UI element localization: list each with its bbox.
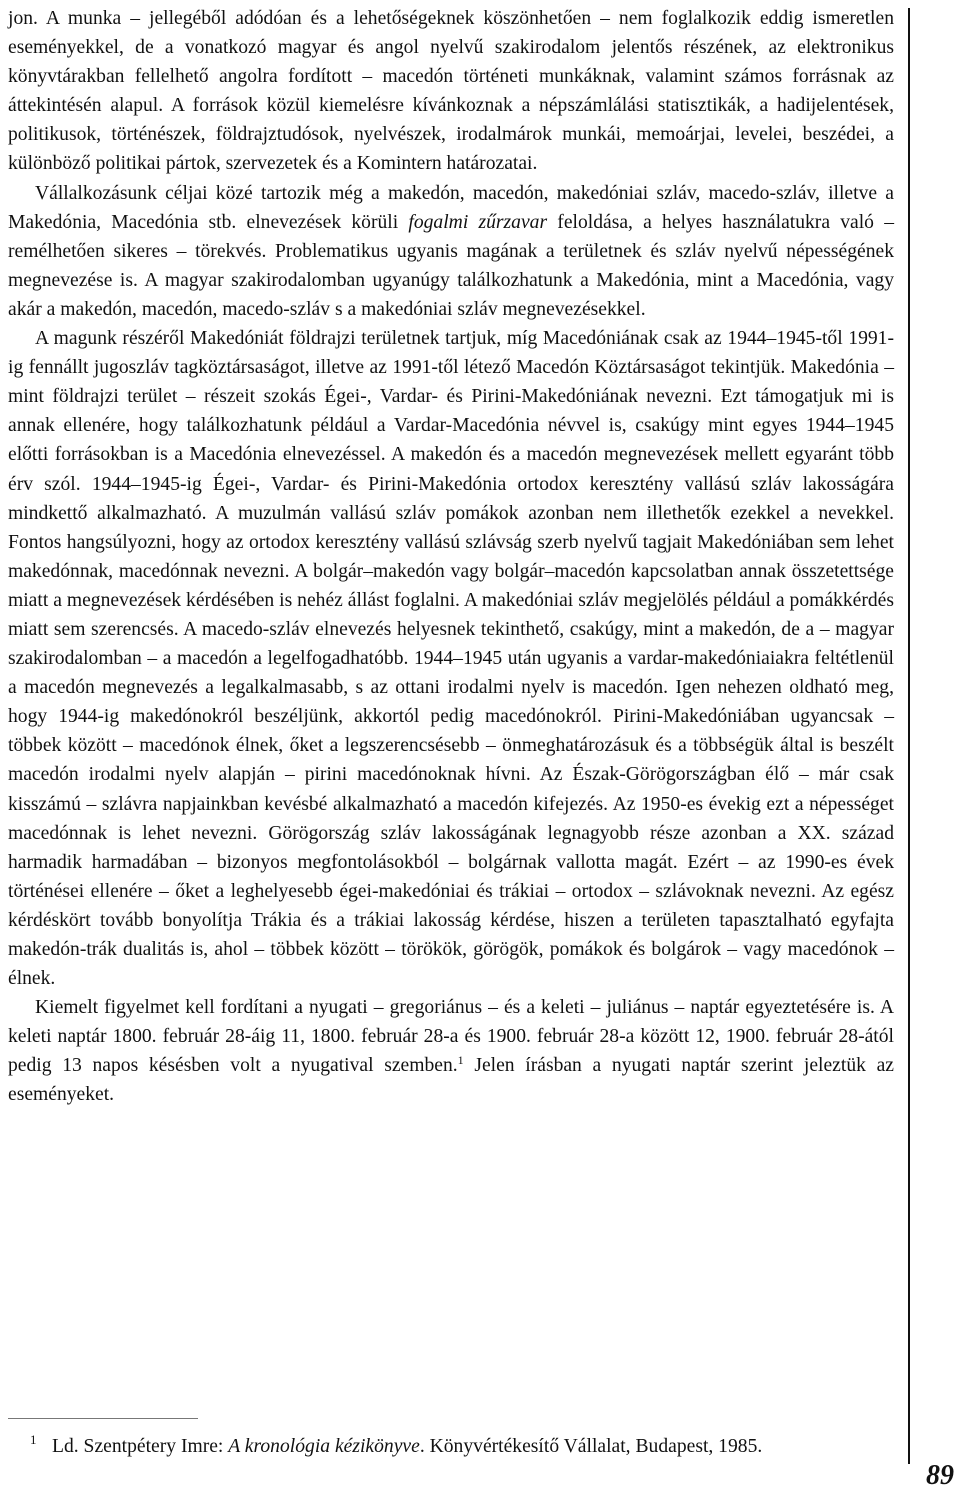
text-segment: Kiemelt figyelmet kell fordítani a nyugati – gregoriánus – és a keleti – juliánus – naptár egyeztetésére is. A keleti naptár 1800. február 28-áig 11, 1800. február 28-a és 1900. február 28-a között 12, 1900. február 28-ától pedig 13 napos késésben volt a nyugatival szemben. [8,997,894,1077]
footnote-text: Ld. Szentpétery Imre: [52,1436,229,1457]
footnote-reference: 1 [457,1053,464,1068]
text-segment: Vállalkozásunk céljai közé tartozik még a makedón, macedón, makedóniai szláv, macedo-szláv, illetve a Makedónia, Macedónia stb. elnevezések körüli [8,182,894,233]
paragraph-intro: jon. A munka – jellegéből adódóan és a lehetőségeknek köszönhetően – nem foglalkozik eddig ismeretlen eseményekkel, de a vonatkozó magyar és angol nyelvű szakirodalom jelentős részének, az elektronikus könyvtárakban fellelhető angolra fordított – macedón történeti munkáknak, valamint számos forrásnak az áttekintésén alapul. A források közül kiemelésre kívánkoznak a népszámlálási statisztikák, a hadijelentések, politikusok, történészek, földrajztudósok, nyelvészek, irodalmárok munkái, memoárjai, levelei, beszédei, a különböző politikai pártok, szervezetek és a Komintern határozatai. [8,8,894,175]
footnote-book-title: A kronológia kézikönyve [228,1436,420,1457]
paragraph-terminology: A magunk részéről Makedóniát földrajzi területnek tartjuk, míg Macedóniának csak az 1944–1945-től 1991-ig fennállt jugoszláv tagköztársaságot, illetve az 1991-től létező Macedón Köztársaságot tekintjük. Makedónia – mint földrajzi terület – részeit szokás Égei-, Vardar- és Pirini-Makedóniának nevezni. Ezt támogatjuk mi is annak ellenére, hogy találkozhatunk például a Vardar-Macedónia névvel is, csakúgy mint egyes 1944–1945 előtti forrásokban is a Macedónia elnevezéssel. A makedón és a macedón megnevezések mellett egyaránt több érv szól. 1944–1945-ig Égei-, Vardar- és Pirini-Makedónia ortodox keresztény vallású szláv lakosságára mindkettő alkalmazható. A muzulmán vallású szláv pomákok azonban nem illethetők ezekkel a nevekkel. Fontos hangsúlyozni, hogy az ortodox keresztény vallású szlávság szerb nyelvű tagjait Makedóniában sem lehet makedónnak, macedónnak nevezni. A bolgár–makedón vagy bolgár–macedón kapcsolatban annak összetettsége miatt a megnevezések kérdésében is nehéz állást foglalni. A makedóniai szláv megjelölés például a pomákkérdés miatt sem szerencsés. A macedo-szláv elnevezés helyesnek tekinthető, csakúgy, mint a makedón, de a – magyar szakirodalomban – a macedón a legelfogadhatóbb. 1944–1945 után ugyanis a vardar-makedóniaiakra feltétlenül a macedón megnevezés a legalkalmasabb, s az ottani irodalmi nyelv is macedón. Igen nehezen oldható meg, hogy 1944-ig makedónokról beszéljünk, akkortól pedig macedónokról. Pirini-Makedóniában ugyancsak – többek között – macedónok élnek, őket a legszerencsésebb – önmeghatározásuk és a többségük által is beszélt macedón irodalmi nyelv alapján – pirini macedónoknak hívni. Az Észak-Görögországban élő – már csak kisszámú – szlávra napjainkban kevésbé alkalmazható a macedón kifejezés. Az 1950-es évekig ezt a népességet macedónnak is lehet nevezni. Görögország szláv lakosságának legnagyobb része azonban a XX. század harmadik harmadában – bizonyos megfontolásokból – bolgárnak vallotta magát. Ezért – az 1990-es évek történései ellenére – őket a leghelyesebb égei-makedóniai és trákiai – ortodox – szlávoknak nevezni. Az egész kérdéskört tovább bonyolítja Trákia és a trákiai lakosság kérdése, hiszen a területen tapasztalható egyfajta makedón-trák dualitás is, ahol – többek között – törökök, görögök, pomákok és bolgárok – vagy macedónok – élnek. [8,328,894,990]
footnote-number: 1 [30,1432,37,1447]
paragraph-goals [8,179,894,324]
margin-rule [908,8,910,1464]
italic-term: fogalmi zűrzavar [408,211,548,233]
text-segment: Jelen írásban a nyugati naptár szerint jeleztük az eseményeket. [8,1055,894,1106]
paragraph-calendar [8,993,894,1109]
footnote-text: . Könyvértékesítő Vállalat, Budapest, 1985. [419,1436,763,1457]
footnote-separator [8,1418,198,1419]
body-text [8,4,894,1110]
text-segment: feloldása, a helyes használatukra való – remélhetően sikeres – törekvés. Problematikus ugyanis magának a területnek és szláv nyelvű népességének megnevezése is. A magyar szakirodalomban ugyanúgy találkozhatunk a Makedónia, mint a Macedónia, vagy akár a makedón, macedón, macedo-szláv s a makedóniai szláv megnevezésekkel. [8,211,894,320]
footnote [8,1432,894,1463]
page-number: 89 [926,1460,954,1491]
